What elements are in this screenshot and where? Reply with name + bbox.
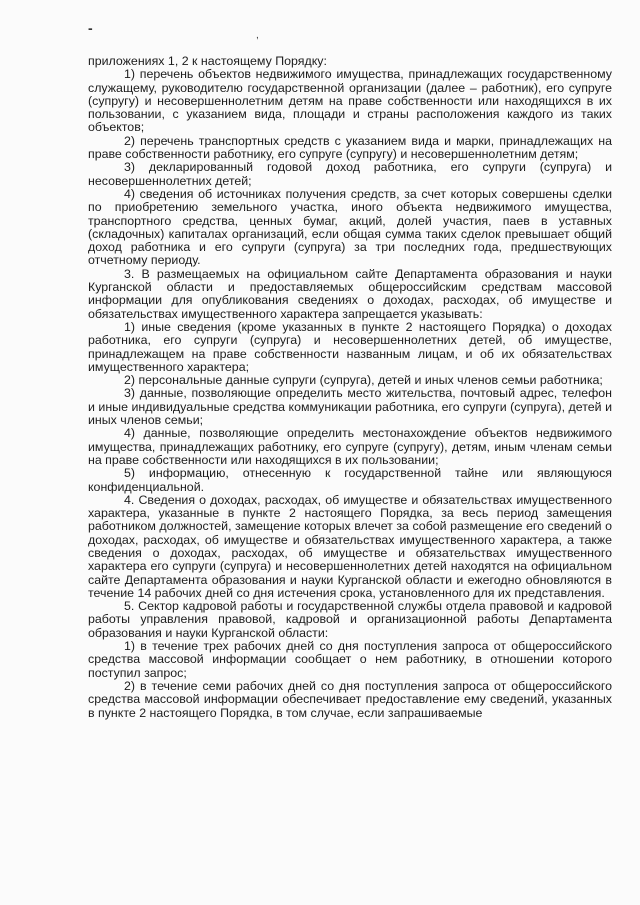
paragraph-section-5-item-1: 1) в течение трех рабочих дней со дня поступления запроса от общероссийского средства массовой информации сообщает о нем работнику, в отношении которого поступил запрос; bbox=[88, 639, 612, 680]
paragraph-section-3-item-4: 4) данные, позволяющие определить местонахождение объектов недвижимого имущества, принадлежащих работнику, его супруге (супругу), детям, иным членам семьи на праве собственности или находящихся в их пользовании; bbox=[88, 426, 612, 467]
paragraph-item-3-income: 3) декларированный годовой доход работника, его супруги (супруга) и несовершеннолетних детей; bbox=[88, 160, 612, 188]
paragraph-section-4: 4. Сведения о доходах, расходах, об имуществе и обязательствах имущественного характера, указанные в пункте 2 настоящего Порядка, за весь период замещения работником должностей, замещение которых влечет за собой размещение его сведений о доходах, расходах, об имуществе и обязательствах имущественного характера, а также сведения о доходах, расходах, об имуществе и обязательствах имущественного характера его супруги (супруга) и несовершеннолетних детей находятся на официальном сайте Департамента образования и науки Курганской области и ежегодно обновляются в течение 14 рабочих дней со дня истечения срока, установленного для их представления. bbox=[88, 492, 612, 600]
scan-mark-dash: - bbox=[88, 20, 93, 36]
paragraph-section-3-item-2: 2) персональные данные супруги (супруга), детей и иных членов семьи работника; bbox=[124, 373, 603, 388]
paragraph-section-3-item-3: 3) данные, позволяющие определить место жительства, почтовый адрес, телефон и иные индивидуальные средства коммуникации работника, его супруги (супруга), детей и иных членов семьи; bbox=[88, 386, 612, 428]
paragraph-section-5-item-2: 2) в течение семи рабочих дней со дня поступления запроса от общероссийского средства массовой информации обеспечивает предоставление ему сведений, указанных в пункте 2 настоящего Порядка, в том случае, если запрашиваемые bbox=[88, 678, 612, 720]
paragraph-continuation: приложениях 1, 2 к настоящему Порядку: bbox=[88, 54, 327, 68]
paragraph-section-3-item-1: 1) иные сведения (кроме указанных в пункте 2 настоящего Порядка) о доходах работника, его супруги (супруга) и несовершеннолетних детей, об имуществе, принадлежащем на праве собственности названным лицам, и об их обязательствах имущественного характера; bbox=[88, 319, 612, 374]
paragraph-section-5: 5. Сектор кадровой работы и государственной службы отдела правовой и кадровой работы управления правовой, кадровой и организационной работы Департамента образования и науки Курганской области: bbox=[88, 599, 612, 640]
scan-mark-comma: , bbox=[256, 30, 259, 41]
paragraph-section-3-item-5: 5) информацию, отнесенную к государственной тайне или являющуюся конфиденциальной. bbox=[88, 466, 612, 494]
paragraph-item-1-real-estate: 1) перечень объектов недвижимого имущества, принадлежащих государственному служащему, руководителю государственной организации (далее – работник), его супруге (супругу) и несовершеннолетним детям на праве собственности или находящихся в их пользовании, с указанием вида, площади и страны расположения каждого из таких объектов; bbox=[88, 67, 612, 135]
paragraph-section-3: 3. В размещаемых на официальном сайте Департамента образования и науки Курганской области и предоставляемых общероссийским средствам массовой информации для опубликования сведениях о доходах, расходах, об имуществе и обязательствах имущественного характера запрещается указывать: bbox=[88, 266, 612, 321]
document-body bbox=[88, 55, 612, 720]
paragraph-item-4-sources: 4) сведения об источниках получения средств, за счет которых совершены сделки по приобретению земельного участка, иного объекта недвижимого имущества, транспортного средства, ценных бумаг, акций, долей участия, паев в уставных (складочных) капиталах организаций, если общая сумма таких сделок превышает общий доход работника и его супруги (супруга) за три последних года, предшествующих отчетному периоду. bbox=[88, 186, 612, 268]
paragraph-item-2-vehicles: 2) перечень транспортных средств с указанием вида и марки, принадлежащих на праве собственности работнику, его супруге (супругу) и несовершеннолетним детям; bbox=[88, 133, 612, 162]
